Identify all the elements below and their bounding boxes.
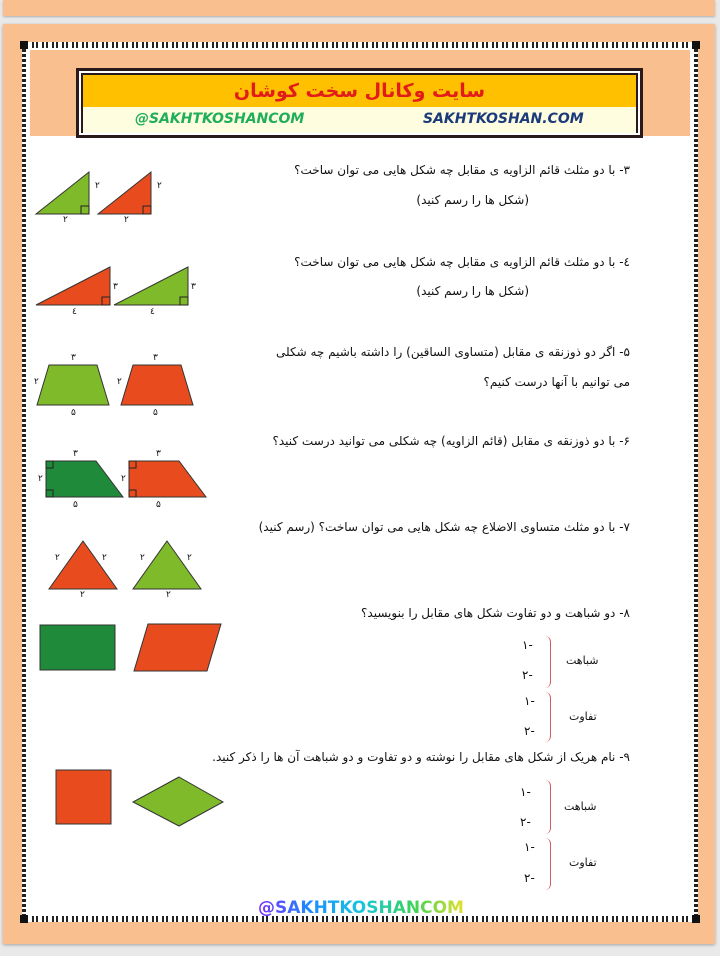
answer-line[interactable]: -۱ bbox=[522, 638, 533, 652]
top-label: ۳ bbox=[71, 353, 76, 363]
answer-line[interactable]: -۱ bbox=[520, 785, 531, 799]
isosceles-trapezoid-green bbox=[37, 365, 111, 407]
side-label: ۲ bbox=[38, 474, 43, 484]
decorative-border-right bbox=[694, 44, 698, 920]
brace bbox=[544, 636, 551, 688]
equilateral-triangle-red bbox=[49, 541, 119, 589]
side-label: ۲ bbox=[102, 553, 107, 563]
side-label: ۲ bbox=[55, 553, 60, 563]
brace bbox=[544, 780, 551, 834]
question-3-sub: (شکل ها را رسم کنید) bbox=[416, 193, 529, 207]
right-triangle-green bbox=[114, 267, 189, 305]
base-label: ۲ bbox=[63, 215, 68, 225]
right-triangle-red bbox=[98, 172, 153, 214]
top-label: ۳ bbox=[156, 449, 161, 459]
side-label: ۲ bbox=[166, 590, 171, 600]
answer-line[interactable]: -۱ bbox=[524, 694, 535, 708]
base-label: ٤ bbox=[150, 307, 155, 317]
answer-line[interactable]: -۲ bbox=[522, 668, 533, 682]
right-trapezoid-red bbox=[129, 461, 207, 499]
corner-ornament bbox=[20, 41, 28, 49]
side-label: ۲ bbox=[140, 553, 145, 563]
top-label: ۳ bbox=[73, 449, 78, 459]
similarity-label: شباهت bbox=[564, 800, 597, 813]
question-5-sub: می توانیم با آنها درست کنیم؟ bbox=[483, 375, 630, 389]
site-header bbox=[76, 68, 643, 138]
base-label: ٤ bbox=[72, 307, 77, 317]
rhombus-green bbox=[133, 777, 225, 827]
base-label: ۵ bbox=[73, 500, 78, 510]
parallelogram-red bbox=[134, 624, 222, 672]
isosceles-trapezoid-red bbox=[121, 365, 195, 407]
rectangle-dark-green bbox=[40, 625, 116, 671]
decorative-border-left bbox=[22, 44, 26, 920]
question-3: ۳- با دو مثلث قائم الزاویه ی مقابل چه شکل هایی می توان ساخت؟ bbox=[294, 163, 630, 177]
website-link[interactable]: SAKHTKOSHAN.COM bbox=[423, 111, 584, 127]
side-label: ۲ bbox=[95, 181, 100, 191]
similarity-label: شباهت bbox=[566, 654, 599, 667]
base-label: ۲ bbox=[124, 215, 129, 225]
base-label: ۵ bbox=[156, 500, 161, 510]
corner-ornament bbox=[20, 915, 28, 923]
telegram-handle[interactable]: @SAKHTKOSHANCOM bbox=[135, 111, 305, 127]
square-red bbox=[56, 770, 112, 826]
difference-label: تفاوت bbox=[569, 856, 597, 869]
question-9: ۹- نام هریک از شکل های مقابل را نوشته و دو تفاوت و دو شباهت آن ها را ذکر کنید. bbox=[212, 750, 630, 764]
side-label: ۲ bbox=[157, 181, 162, 191]
right-triangle-green bbox=[36, 172, 91, 214]
side-label: ۲ bbox=[34, 377, 39, 387]
base-label: ۵ bbox=[153, 408, 158, 418]
side-label: ۳ bbox=[191, 282, 196, 292]
question-8: ۸- دو شباهت و دو تفاوت شکل های مقابل را بنویسید؟ bbox=[361, 606, 630, 620]
top-page-strip bbox=[3, 0, 715, 16]
question-4-sub: (شکل ها را رسم کنید) bbox=[416, 284, 529, 298]
header-title: سایت وکانال سخت کوشان bbox=[83, 75, 636, 107]
question-4: ٤- با دو مثلث قائم الزاویه ی مقابل چه شکل هایی می توان ساخت؟ bbox=[294, 255, 630, 269]
answer-line[interactable]: -۲ bbox=[524, 724, 535, 738]
question-7: ۷- با دو مثلث متساوی الاضلاع چه شکل هایی می توان ساخت؟ (رسم کنید) bbox=[258, 520, 630, 534]
question-5: ۵- اگر دو ذوزنقه ی مقابل (متساوی الساقین) را داشته باشیم چه شکلی bbox=[275, 345, 630, 359]
right-trapezoid-dark-green bbox=[46, 461, 124, 499]
decorative-border-top bbox=[22, 42, 698, 48]
difference-label: تفاوت bbox=[569, 710, 597, 723]
side-label: ۳ bbox=[113, 282, 118, 292]
answer-line[interactable]: -۲ bbox=[520, 815, 531, 829]
corner-ornament bbox=[692, 915, 700, 923]
corner-ornament bbox=[692, 41, 700, 49]
equilateral-triangle-green bbox=[133, 541, 203, 589]
footer-watermark: @SAKHTKOSHANCOM bbox=[258, 898, 464, 918]
question-6: ۶- با دو ذوزنقه ی مقابل (قائم الزاویه) چه شکلی می توانید درست کنید؟ bbox=[272, 434, 630, 448]
side-label: ۲ bbox=[117, 377, 122, 387]
brace bbox=[544, 838, 551, 890]
side-label: ۲ bbox=[80, 590, 85, 600]
base-label: ۵ bbox=[71, 408, 76, 418]
answer-line[interactable]: -۲ bbox=[524, 871, 535, 885]
brace bbox=[544, 692, 551, 742]
top-label: ۳ bbox=[153, 353, 158, 363]
side-label: ۲ bbox=[187, 553, 192, 563]
right-triangle-red bbox=[36, 267, 111, 305]
side-label: ۲ bbox=[121, 474, 126, 484]
answer-line[interactable]: -۱ bbox=[524, 840, 535, 854]
